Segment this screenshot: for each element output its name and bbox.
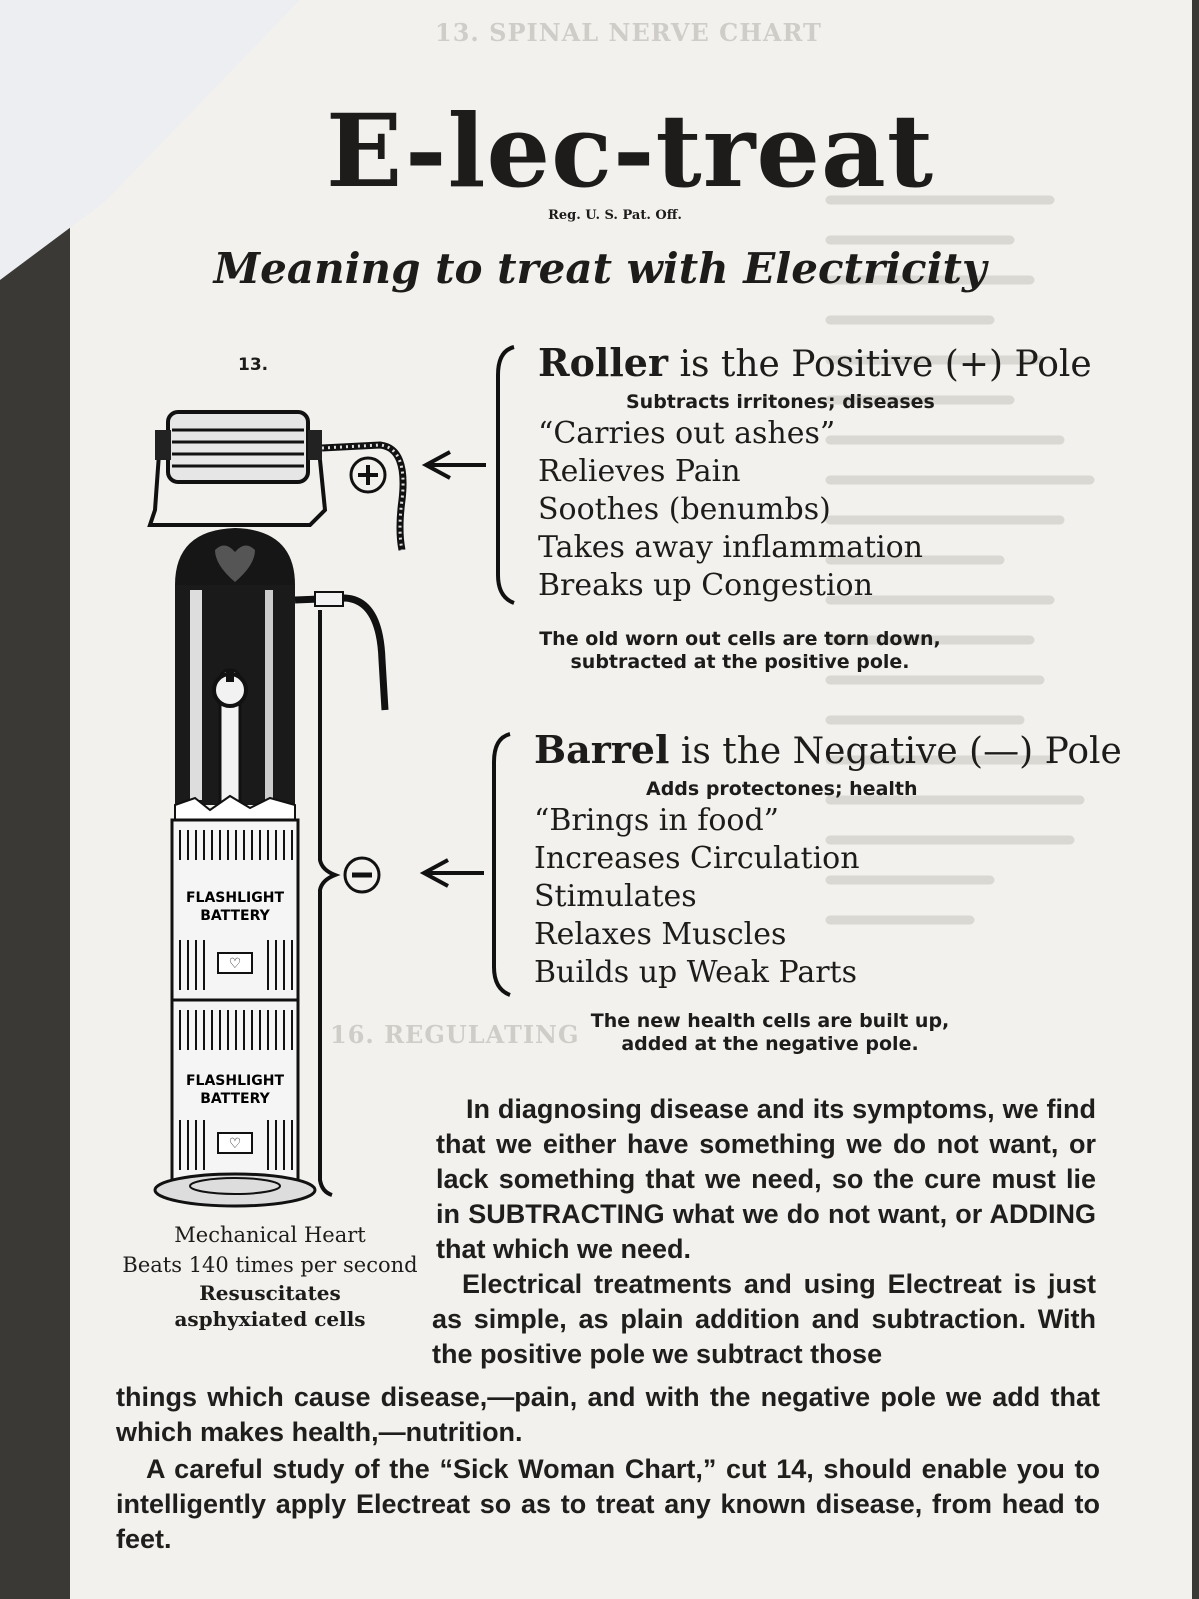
ghost-heading-2: 16. REGULATING [330, 1020, 580, 1049]
positive-pole-heading-text: is the Positive (+) Pole [668, 344, 1092, 385]
list-item: Increases Circulation [534, 841, 860, 876]
caption-line-1: Mechanical Heart [174, 1223, 366, 1247]
list-item: Soothes (benumbs) [538, 492, 831, 527]
list-item: Relaxes Muscles [534, 917, 787, 952]
positive-pole-lead: Roller [538, 340, 668, 385]
caption-line-2: Beats 140 times per second [122, 1253, 418, 1277]
battery-label-1a: FLASHLIGHT [185, 890, 285, 906]
trademark-note: Reg. U. S. Pat. Off. [548, 208, 682, 223]
roller-icon [168, 412, 308, 482]
negative-pole-subtext: Adds protectones; health [646, 778, 918, 800]
p1-text-e: that which we need. [436, 1234, 692, 1264]
negative-pole-note [560, 1010, 980, 1056]
body-paragraph-2: Electrical treatments and using Electreat is just as simple, as plain addition and subtraction. With the positive pole we subtract those [432, 1269, 1096, 1369]
p1-adding: ADDING [989, 1199, 1096, 1229]
body-paragraph-3: A careful study of the “Sick Woman Chart,” cut 14, should enable you to intelligently apply Electreat so as to treat any known disease, from head to feet. [116, 1454, 1100, 1554]
body-paragraph-2-continued: things which cause disease,—pain, and with the negative pole we add that which makes health,—nutrition. [116, 1382, 1100, 1447]
svg-text:♡: ♡ [228, 1136, 242, 1152]
positive-pole-heading [538, 340, 1092, 385]
battery-label-1b: BATTERY [200, 908, 270, 924]
body-paragraph-1 [436, 1092, 1096, 1267]
device-caption [120, 1220, 420, 1332]
list-item: “Carries out ashes” [538, 416, 836, 451]
list-item: Takes away inflammation [538, 530, 923, 565]
positive-pole-subtext: Subtracts irritones; diseases [626, 391, 935, 413]
negative-list-brace [486, 732, 516, 997]
battery-label-2b: BATTERY [200, 1091, 270, 1107]
p1-text-c: what we do not want, or [664, 1199, 990, 1229]
battery-label-2a: FLASHLIGHT [185, 1073, 285, 1089]
list-item: Stimulates [534, 879, 697, 914]
svg-text:♡: ♡ [228, 956, 242, 972]
page-title: E-lec-treat [325, 92, 935, 210]
positive-note-line-1: The old worn out cells are torn down, [539, 628, 941, 650]
positive-pole-list [538, 415, 1092, 605]
positive-arrow-icon [420, 450, 490, 480]
negative-pole-heading-text: is the Negative (—) Pole [669, 731, 1122, 772]
caption-line-4: asphyxiated cells [174, 1307, 366, 1331]
positive-note-line-2: subtracted at the positive pole. [570, 651, 910, 673]
negative-pole-section [534, 727, 1122, 992]
positive-list-brace [490, 345, 520, 605]
negative-pole-lead: Barrel [534, 727, 670, 772]
positive-pole-note [520, 628, 960, 674]
negative-note-line-1: The new health cells are built up, [590, 1010, 950, 1032]
negative-pole-heading [534, 727, 1122, 772]
caption-line-3: Resuscitates [199, 1281, 341, 1305]
negative-arrow-icon [418, 858, 488, 888]
cut-number: 13. [238, 355, 269, 375]
negative-note-line-2: added at the negative pole. [621, 1033, 919, 1055]
positive-pole-section [538, 340, 1092, 605]
p1-subtracting: SUBTRACTING [468, 1199, 665, 1229]
negative-pole-list [534, 802, 1122, 992]
ghost-heading: 13. SPINAL NERVE CHART [435, 18, 822, 47]
list-item: “Brings in food” [534, 803, 779, 838]
list-item: Builds up Weak Parts [534, 955, 858, 990]
page-subtitle: Meaning to treat with Electricity [213, 244, 987, 293]
list-item: Breaks up Congestion [538, 568, 873, 603]
list-item: Relieves Pain [538, 454, 741, 489]
electreat-device-illustration [140, 400, 410, 1215]
p1-text-a: In diagnosing disease and its symptoms, we find that we either have something we do not want, or lack something that we need, so the cure must lie in [436, 1094, 1096, 1229]
